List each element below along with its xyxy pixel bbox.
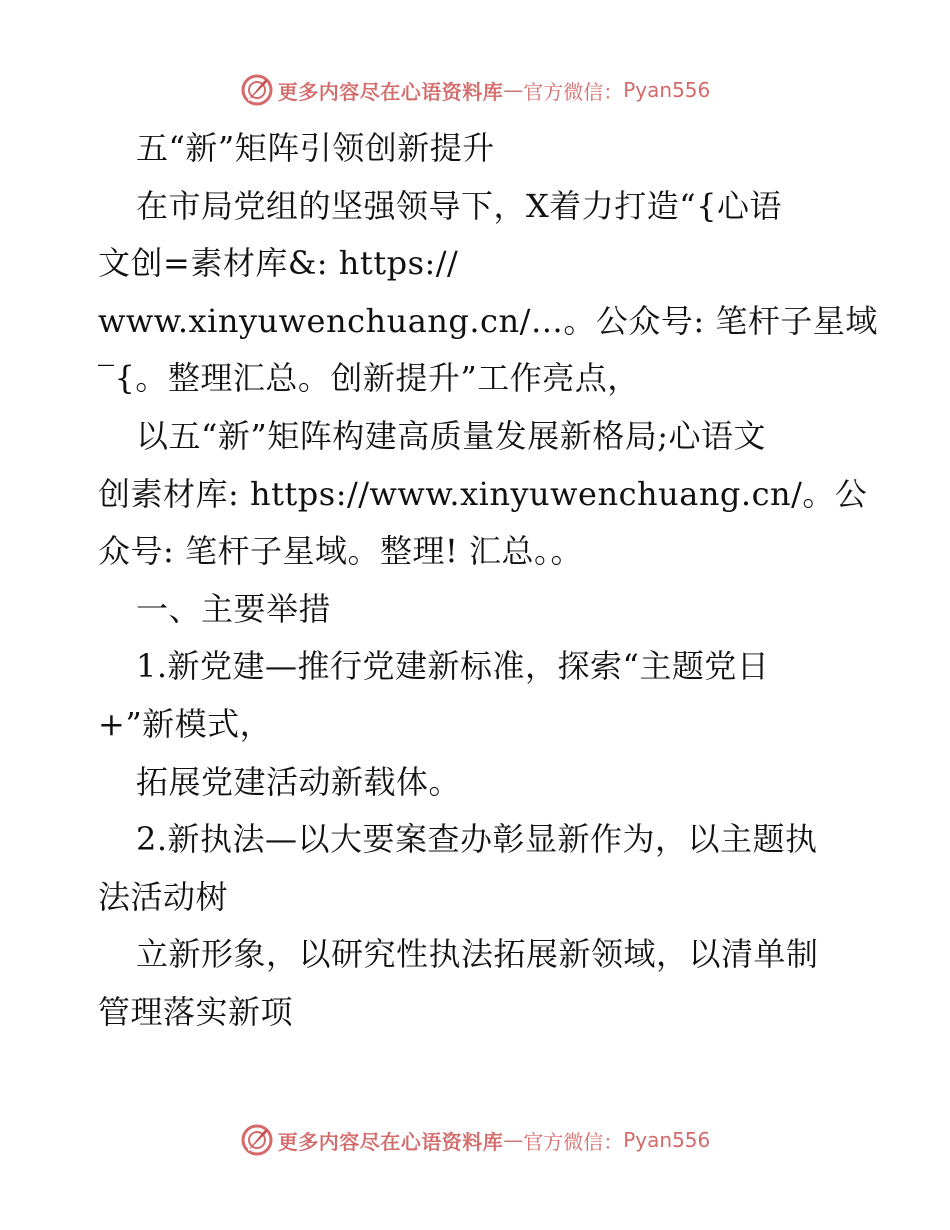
document-body bbox=[98, 120, 878, 1042]
watermark-brand-text: 更多内容尽在心语资料库 bbox=[277, 1129, 504, 1154]
paragraph-line: 法活动树 bbox=[98, 877, 229, 916]
paragraph-line: 2.新执法—以大要案查办彰显新作为，以主题执 bbox=[136, 820, 818, 859]
section-title: 五“新”矩阵引领创新提升 bbox=[136, 129, 495, 167]
watermark-banner-bottom bbox=[0, 1120, 950, 1160]
watermark-wechat-label: 官方微信： bbox=[523, 79, 624, 104]
watermark-dash: — bbox=[503, 78, 524, 102]
watermark-wechat-id: Pyan556 bbox=[623, 78, 711, 102]
paragraph-line: 以五“新”矩阵构建高质量发展新格局;心语文 bbox=[136, 416, 767, 455]
paragraph-line: 管理落实新项 bbox=[98, 992, 294, 1031]
paragraph-line: 1.新党建—推行党建新标准，探索“主题党日 bbox=[136, 647, 770, 686]
paragraph-line: 创素材库: https://www.xinyuwenchuang.cn/。公 bbox=[98, 474, 868, 513]
paragraph-line: 文创=素材库&: https:// bbox=[98, 244, 459, 283]
watermark-banner-top bbox=[0, 70, 950, 110]
quill-circle-icon bbox=[240, 1123, 274, 1157]
paragraph-line: 在市局党组的坚强领导下，X着力打造“{心语 bbox=[136, 186, 783, 225]
watermark-dash: — bbox=[503, 1128, 524, 1152]
paragraph-line: ‾{。整理汇总。创新提升”工作亮点， bbox=[98, 359, 640, 398]
section-heading: 一、主要举措 bbox=[136, 589, 332, 628]
paragraph-line: 立新形象，以研究性执法拓展新领域，以清单制 bbox=[136, 935, 819, 974]
paragraph-line: www.xinyuwenchuang.cn/…。公众号: 笔杆子星域 bbox=[98, 301, 878, 340]
paragraph-line: +”新模式， bbox=[98, 704, 273, 743]
quill-circle-icon bbox=[240, 73, 274, 107]
paragraph-line: 拓展党建活动新载体。 bbox=[136, 762, 462, 801]
watermark-brand-text: 更多内容尽在心语资料库 bbox=[277, 79, 504, 104]
watermark-wechat-label: 官方微信： bbox=[523, 1129, 624, 1154]
paragraph-line: 众号: 笔杆子星域。整理! 汇总。。 bbox=[98, 532, 583, 571]
watermark-wechat-id: Pyan556 bbox=[623, 1128, 711, 1152]
